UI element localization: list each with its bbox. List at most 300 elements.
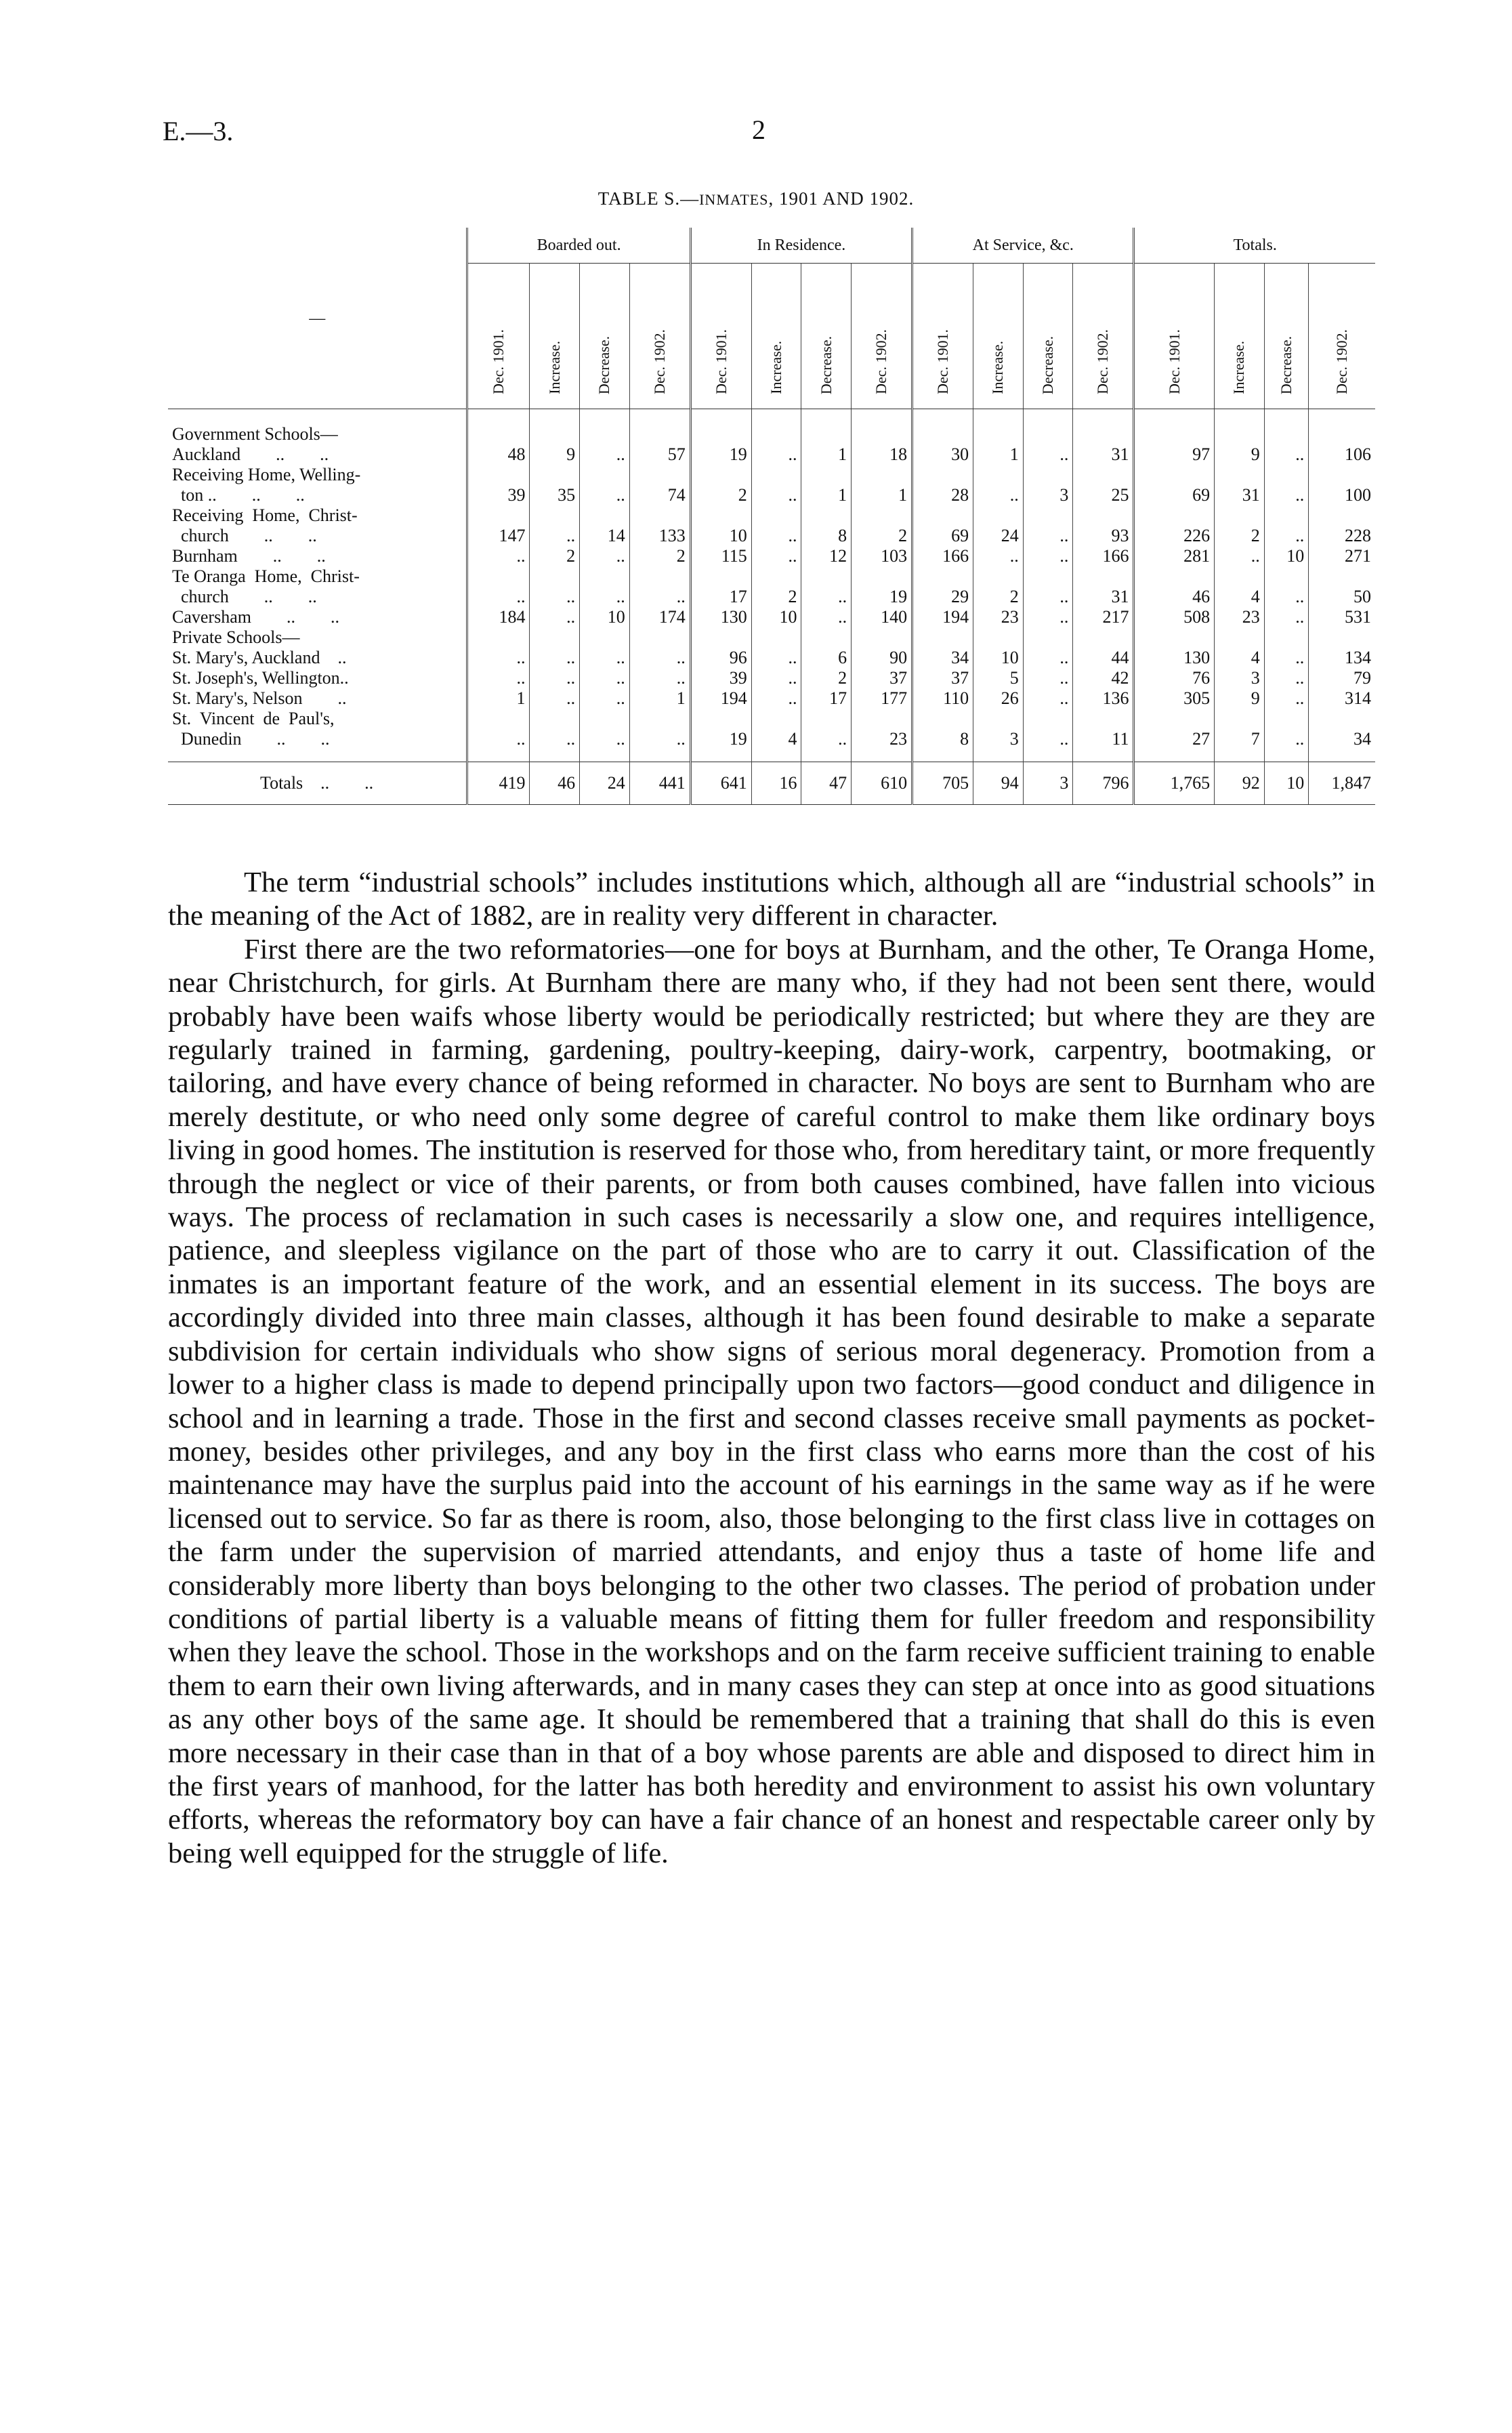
table-cell: .. [973, 546, 1024, 566]
table-cell: .. [1023, 444, 1073, 465]
table-cell [629, 465, 690, 485]
subcolumn-label: Dec. 1901. [490, 329, 507, 394]
table-row [168, 465, 1375, 485]
table-cell: 9 [530, 444, 580, 465]
table-cell: 34 [1309, 729, 1375, 762]
row-label: Private Schools— [172, 627, 300, 647]
table-cell: 94 [973, 762, 1024, 805]
subcolumn-header [690, 264, 751, 409]
table-cell [1309, 566, 1375, 587]
table-row [168, 485, 1375, 505]
table-cell: .. [801, 587, 852, 607]
subcolumn-header [912, 264, 973, 409]
table-cell: 103 [852, 546, 912, 566]
inmates-table [168, 228, 1375, 805]
table-row [168, 688, 1375, 709]
row-label: Te Oranga Home, Christ- [172, 566, 360, 586]
table-cell: 305 [1134, 688, 1215, 709]
table-cell [530, 709, 580, 729]
paragraph: The term “industrial schools” includes institutions which, although all are “industrial schools” in the meaning of the Act of 1882, are in reality very different in character. [168, 867, 1375, 932]
table-cell: .. [580, 648, 630, 668]
table-cell: 271 [1309, 546, 1375, 566]
subcolumn-header [1023, 264, 1073, 409]
table-cell: 37 [852, 668, 912, 688]
table-cell: .. [530, 688, 580, 709]
table-cell: .. [1264, 444, 1308, 465]
table-cell: 24 [973, 526, 1024, 546]
table-cell: .. [1264, 485, 1308, 505]
table-cell: 610 [852, 762, 912, 805]
table-cell: 217 [1073, 607, 1134, 627]
table-cell: 166 [912, 546, 973, 566]
table-cell: 92 [1215, 762, 1265, 805]
table-cell: .. [580, 546, 630, 566]
table-cell: 134 [1309, 648, 1375, 668]
table-cell: 8 [801, 526, 852, 546]
table-cell: .. [1215, 546, 1265, 566]
subcolumn-label: Decrease. [817, 335, 835, 394]
table-cell: 46 [1134, 587, 1215, 607]
table-cell: 9 [1215, 444, 1265, 465]
table-cell [751, 505, 801, 526]
table-cell: .. [530, 648, 580, 668]
table-cell [1073, 505, 1134, 526]
table-cell [1215, 505, 1265, 526]
table-cell: 6 [801, 648, 852, 668]
table-cell [1309, 627, 1375, 648]
table-cell: .. [751, 444, 801, 465]
row-label: Totals .. .. [168, 762, 467, 805]
table-cell: 69 [1134, 485, 1215, 505]
table-cell: 35 [530, 485, 580, 505]
table-cell: .. [467, 729, 530, 762]
table-row [168, 587, 1375, 607]
table-cell [1134, 465, 1215, 485]
table-cell: 46 [530, 762, 580, 805]
table-cell [852, 505, 912, 526]
table-cell: 641 [690, 762, 751, 805]
table-cell [1073, 627, 1134, 648]
table-cell: .. [1264, 668, 1308, 688]
table-cell: 1 [629, 688, 690, 709]
table-cell: 508 [1134, 607, 1215, 627]
table-cell: 23 [973, 607, 1024, 627]
table-cell: 14 [580, 526, 630, 546]
table-title: TABLE S.—INMATES, 1901 AND 1902. [597, 188, 915, 209]
table-row [168, 709, 1375, 729]
table-cell: .. [580, 729, 630, 762]
table-cell: .. [629, 587, 690, 607]
table-cell: .. [530, 668, 580, 688]
table-cell: 19 [852, 587, 912, 607]
report-reference: E.—3. [163, 116, 234, 146]
page-number: 2 [752, 115, 765, 145]
table-row [168, 546, 1375, 566]
table-cell: .. [629, 648, 690, 668]
table-cell: 2 [690, 485, 751, 505]
table-row [168, 409, 1375, 445]
table-cell: .. [580, 668, 630, 688]
table-cell [1309, 505, 1375, 526]
table-cell [1134, 709, 1215, 729]
table-cell [751, 709, 801, 729]
table-cell: .. [1264, 688, 1308, 709]
table-cell: 29 [912, 587, 973, 607]
row-label: church .. .. [172, 526, 317, 545]
table-cell: 177 [852, 688, 912, 709]
table-cell [912, 566, 973, 587]
table-cell: 1 [801, 485, 852, 505]
table-cell: 69 [912, 526, 973, 546]
table-cell: 281 [1134, 546, 1215, 566]
table-row [168, 526, 1375, 546]
table-cell: 174 [629, 607, 690, 627]
subcolumn-label: Increase. [989, 341, 1007, 394]
table-cell [1073, 409, 1134, 445]
table-cell: 419 [467, 762, 530, 805]
table-cell [629, 566, 690, 587]
table-cell: .. [1023, 668, 1073, 688]
table-cell [1023, 505, 1073, 526]
subcolumn-label: Dec. 1902. [873, 329, 890, 394]
body-text [168, 866, 1375, 1870]
table-cell: 3 [973, 729, 1024, 762]
row-label: St. Mary's, Nelson .. [172, 688, 347, 708]
table-cell [690, 627, 751, 648]
table-cell: 226 [1134, 526, 1215, 546]
table-cell [530, 505, 580, 526]
table-cell: .. [801, 607, 852, 627]
table-cell: .. [467, 587, 530, 607]
table-cell: .. [1264, 729, 1308, 762]
table-cell: .. [751, 526, 801, 546]
table-cell [629, 709, 690, 729]
row-label: St. Mary's, Auckland .. [172, 648, 347, 667]
table-cell: 4 [751, 729, 801, 762]
table-cell [1073, 566, 1134, 587]
subcolumn-label: Decrease. [595, 335, 613, 394]
subcolumn-header [852, 264, 912, 409]
table-cell [1134, 627, 1215, 648]
subcolumn-header [973, 264, 1024, 409]
table-cell: .. [1023, 587, 1073, 607]
table-row [168, 607, 1375, 627]
table-cell: .. [751, 648, 801, 668]
table-cell: 184 [467, 607, 530, 627]
table-cell: 31 [1073, 444, 1134, 465]
table-cell [580, 409, 630, 445]
table-cell: .. [801, 729, 852, 762]
table-cell: .. [530, 607, 580, 627]
row-label: Caversham .. .. [172, 607, 339, 627]
table-cell [1309, 709, 1375, 729]
table-cell [580, 505, 630, 526]
table-cell: 57 [629, 444, 690, 465]
table-cell [912, 409, 973, 445]
table-body [168, 409, 1375, 805]
table-cell: 44 [1073, 648, 1134, 668]
table-cell: .. [1023, 546, 1073, 566]
table-cell: .. [530, 526, 580, 546]
table-cell [1134, 505, 1215, 526]
table-cell: 47 [801, 762, 852, 805]
row-label: Auckland .. .. [172, 444, 329, 464]
table-cell [1215, 709, 1265, 729]
table-cell: 23 [1215, 607, 1265, 627]
table-cell: .. [530, 729, 580, 762]
table-row [168, 729, 1375, 762]
table-cell [852, 566, 912, 587]
row-label: ton .. .. .. [172, 485, 305, 505]
subcolumn-header [801, 264, 852, 409]
table-cell [1023, 627, 1073, 648]
table-cell: 130 [1134, 648, 1215, 668]
table-cell: .. [1264, 587, 1308, 607]
subcolumn-label: Decrease. [1277, 335, 1295, 394]
table-cell [801, 465, 852, 485]
table-cell: 796 [1073, 762, 1134, 805]
table-cell: 26 [973, 688, 1024, 709]
table-cell [973, 505, 1024, 526]
table-header [168, 228, 1375, 409]
table-cell: 11 [1073, 729, 1134, 762]
table-cell: 1,765 [1134, 762, 1215, 805]
table-cell: 1 [467, 688, 530, 709]
table-cell [1215, 409, 1265, 445]
table-cell: 28 [912, 485, 973, 505]
table-cell: 166 [1073, 546, 1134, 566]
table-cell [629, 409, 690, 445]
table-cell [973, 409, 1024, 445]
table-cell: 93 [1073, 526, 1134, 546]
subcolumn-label: Increase. [545, 341, 563, 394]
table-cell [912, 709, 973, 729]
table-cell [1215, 465, 1265, 485]
table-cell: 3 [1215, 668, 1265, 688]
table-cell: 9 [1215, 688, 1265, 709]
table-cell: 10 [690, 526, 751, 546]
table-cell: 2 [852, 526, 912, 546]
row-label: Receiving Home, Welling- [172, 465, 361, 484]
table-cell [467, 566, 530, 587]
table-cell [629, 627, 690, 648]
table-cell: 23 [852, 729, 912, 762]
table-cell: 27 [1134, 729, 1215, 762]
table-cell: 2 [973, 587, 1024, 607]
table-cell: 42 [1073, 668, 1134, 688]
row-label: St. Joseph's, Wellington.. [172, 668, 349, 688]
table-cell [801, 566, 852, 587]
table-cell [1073, 465, 1134, 485]
row-label: St. Vincent de Paul's, [172, 709, 335, 728]
group-header: Boarded out. [467, 228, 690, 264]
table-cell [751, 465, 801, 485]
table-cell: 3 [1023, 762, 1073, 805]
table-cell: 228 [1309, 526, 1375, 546]
table-cell: 17 [690, 587, 751, 607]
table-row [168, 627, 1375, 648]
table-cell: 531 [1309, 607, 1375, 627]
table-cell: 30 [912, 444, 973, 465]
subcolumn-header [751, 264, 801, 409]
table-cell: 79 [1309, 668, 1375, 688]
table-cell: .. [1023, 729, 1073, 762]
table-cell: .. [751, 546, 801, 566]
table-cell [973, 709, 1024, 729]
table-cell [467, 465, 530, 485]
subcolumn-header [1134, 264, 1215, 409]
table-cell [1134, 409, 1215, 445]
table-cell [467, 409, 530, 445]
row-label: Receiving Home, Christ- [172, 505, 358, 525]
table-cell: 74 [629, 485, 690, 505]
table-cell: .. [1264, 607, 1308, 627]
table-cell: 76 [1134, 668, 1215, 688]
table-cell: .. [1023, 648, 1073, 668]
table-cell: 19 [690, 444, 751, 465]
table-cell: 140 [852, 607, 912, 627]
subcolumn-label: Increase. [1230, 341, 1248, 394]
table-cell: .. [1264, 526, 1308, 546]
table-cell: 106 [1309, 444, 1375, 465]
table-cell: 18 [852, 444, 912, 465]
table-cell: 17 [801, 688, 852, 709]
table-cell [690, 465, 751, 485]
table-cell: 5 [973, 668, 1024, 688]
table-cell: 133 [629, 526, 690, 546]
table-cell: 441 [629, 762, 690, 805]
table-cell [1215, 627, 1265, 648]
table-cell: 24 [580, 762, 630, 805]
table-cell: 2 [530, 546, 580, 566]
subcolumn-label: Dec. 1901. [712, 329, 730, 394]
table-cell: .. [751, 485, 801, 505]
table-cell [1309, 465, 1375, 485]
table-cell: .. [467, 668, 530, 688]
subcolumn-header [1264, 264, 1308, 409]
table-cell [1073, 709, 1134, 729]
subcolumn-header [1309, 264, 1375, 409]
table-cell [751, 627, 801, 648]
table-cell [801, 505, 852, 526]
table-cell: 10 [1264, 546, 1308, 566]
subcolumn-label: Increase. [768, 341, 785, 394]
table-cell: 194 [912, 607, 973, 627]
table-cell: 31 [1073, 587, 1134, 607]
table-cell: 10 [1264, 762, 1308, 805]
table-row [168, 668, 1375, 688]
table-cell [580, 566, 630, 587]
table-cell [629, 505, 690, 526]
table-cell [690, 409, 751, 445]
table-cell: 147 [467, 526, 530, 546]
group-header: In Residence. [690, 228, 912, 264]
table-cell: .. [1023, 607, 1073, 627]
table-row [168, 566, 1375, 587]
group-header: At Service, &c. [912, 228, 1134, 264]
table-cell: 115 [690, 546, 751, 566]
table-cell: 194 [690, 688, 751, 709]
table-cell: 4 [1215, 648, 1265, 668]
table-cell: .. [751, 688, 801, 709]
table-cell [1023, 409, 1073, 445]
table-cell [1264, 409, 1308, 445]
table-cell: .. [580, 444, 630, 465]
table-cell: 48 [467, 444, 530, 465]
table-cell [467, 627, 530, 648]
table-cell [852, 627, 912, 648]
table-cell: 34 [912, 648, 973, 668]
table-cell [530, 566, 580, 587]
table-cell: 7 [1215, 729, 1265, 762]
table-cell [852, 465, 912, 485]
table-cell: 97 [1134, 444, 1215, 465]
table-cell: 314 [1309, 688, 1375, 709]
table-cell [852, 409, 912, 445]
table-cell [530, 627, 580, 648]
table-cell: .. [751, 668, 801, 688]
table-cell: 110 [912, 688, 973, 709]
table-cell [467, 709, 530, 729]
table-cell: .. [629, 729, 690, 762]
table-cell [530, 465, 580, 485]
table-cell [1264, 627, 1308, 648]
table-cell [801, 627, 852, 648]
table-cell: 1 [973, 444, 1024, 465]
table-cell: 130 [690, 607, 751, 627]
table-row [168, 444, 1375, 465]
table-cell [912, 505, 973, 526]
table-cell: 10 [751, 607, 801, 627]
table-cell: .. [580, 688, 630, 709]
table-cell: 31 [1215, 485, 1265, 505]
table-cell [580, 465, 630, 485]
row-label: church .. .. [172, 587, 317, 606]
table-cell [1215, 566, 1265, 587]
table-cell [751, 409, 801, 445]
subcolumn-label: Dec. 1901. [1165, 329, 1183, 394]
stub-header: — [168, 228, 467, 409]
table-cell: 25 [1073, 485, 1134, 505]
table-cell: 136 [1073, 688, 1134, 709]
table-cell [467, 505, 530, 526]
subcolumn-label: Dec. 1902. [1333, 329, 1351, 394]
table-cell [912, 465, 973, 485]
table-cell [1264, 709, 1308, 729]
table-cell [801, 709, 852, 729]
table-cell [801, 409, 852, 445]
table-cell: .. [1023, 688, 1073, 709]
totals-row [168, 762, 1375, 805]
table-cell: 1 [801, 444, 852, 465]
paragraph: First there are the two reformatories—one for boys at Burnham, and the other, Te Oranga Home, near Christchurch, for girls. At Burnham there are many who, if they had not been sent there, would probably have been waifs whose liberty would be periodically restricted; but where they are they are regularly trained in farming, gardening, poultry-keeping, dairy-work, carpentry, bootmaking, or tailoring, and have every chance of being reformed in character. No boys are sent to Burnham who are merely destitute, or who need only some degree of careful control to make them like ordinary boys living in good homes. The institution is reserved for those who, from hereditary taint, or more frequently through the neglect or vice of their parents, or from both causes combined, have fallen into vicious ways. The process of reclamation in such cases is necessarily a slow one, and requires intelligence, patience, and sleepless vigilance on the part of those who are to carry it out. Classification of the inmates is an important feature of the work, and an essential element in its success. The boys are accordingly divided into three main classes, although it has been found desirable to make a separate subdivision for certain individuals who show signs of serious moral degeneracy. Promotion from a lower to a higher class is made to depend principally upon two factors—good conduct and diligence in school and in learning a trade. Those in the first and second classes receive small payments as pocket-money, besides other privileges, and any boy in the first class who earns more than the cost of his maintenance may have the surplus paid into the account of his earnings in the same way as if he were licensed out to service. So far as there is room, also, those belonging to the first class live in cottages on the farm under the supervision of married attendants, and enjoy thus a taste of home life and considerably more liberty than boys belonging to the other two classes. The period of probation under conditions of partial liberty is a valuable means of fitting them for fuller freedom and responsibility when they leave the school. Those in the workshops and on the farm receive sufficient training to enable them to earn their own living afterwards, and in many cases they can step at once into as good situations as any other boys of the same age. It should be remembered that a training that shall do this is even more necessary in their case than in that of a boy whose parents are able and disposed to direct him in the first years of manhood, for the latter has both heredity and environment to assist his own voluntary efforts, whereas the reformatory boy can have a fair chance of an honest and respectable career only by being well equipped for the struggle of life. [168, 933, 1375, 1869]
subcolumn-label: Dec. 1902. [1094, 329, 1112, 394]
table-cell: .. [580, 587, 630, 607]
table-row [168, 505, 1375, 526]
table-cell [580, 627, 630, 648]
table-cell [1264, 566, 1308, 587]
table-cell: 4 [1215, 587, 1265, 607]
table-cell: .. [1264, 648, 1308, 668]
subcolumn-header [467, 264, 530, 409]
table-cell: 1,847 [1309, 762, 1375, 805]
subcolumn-label: Decrease. [1039, 335, 1057, 394]
row-label: Burnham .. .. [172, 546, 326, 566]
table-cell: 50 [1309, 587, 1375, 607]
table-cell [530, 409, 580, 445]
table-cell: 100 [1309, 485, 1375, 505]
table-cell [973, 627, 1024, 648]
